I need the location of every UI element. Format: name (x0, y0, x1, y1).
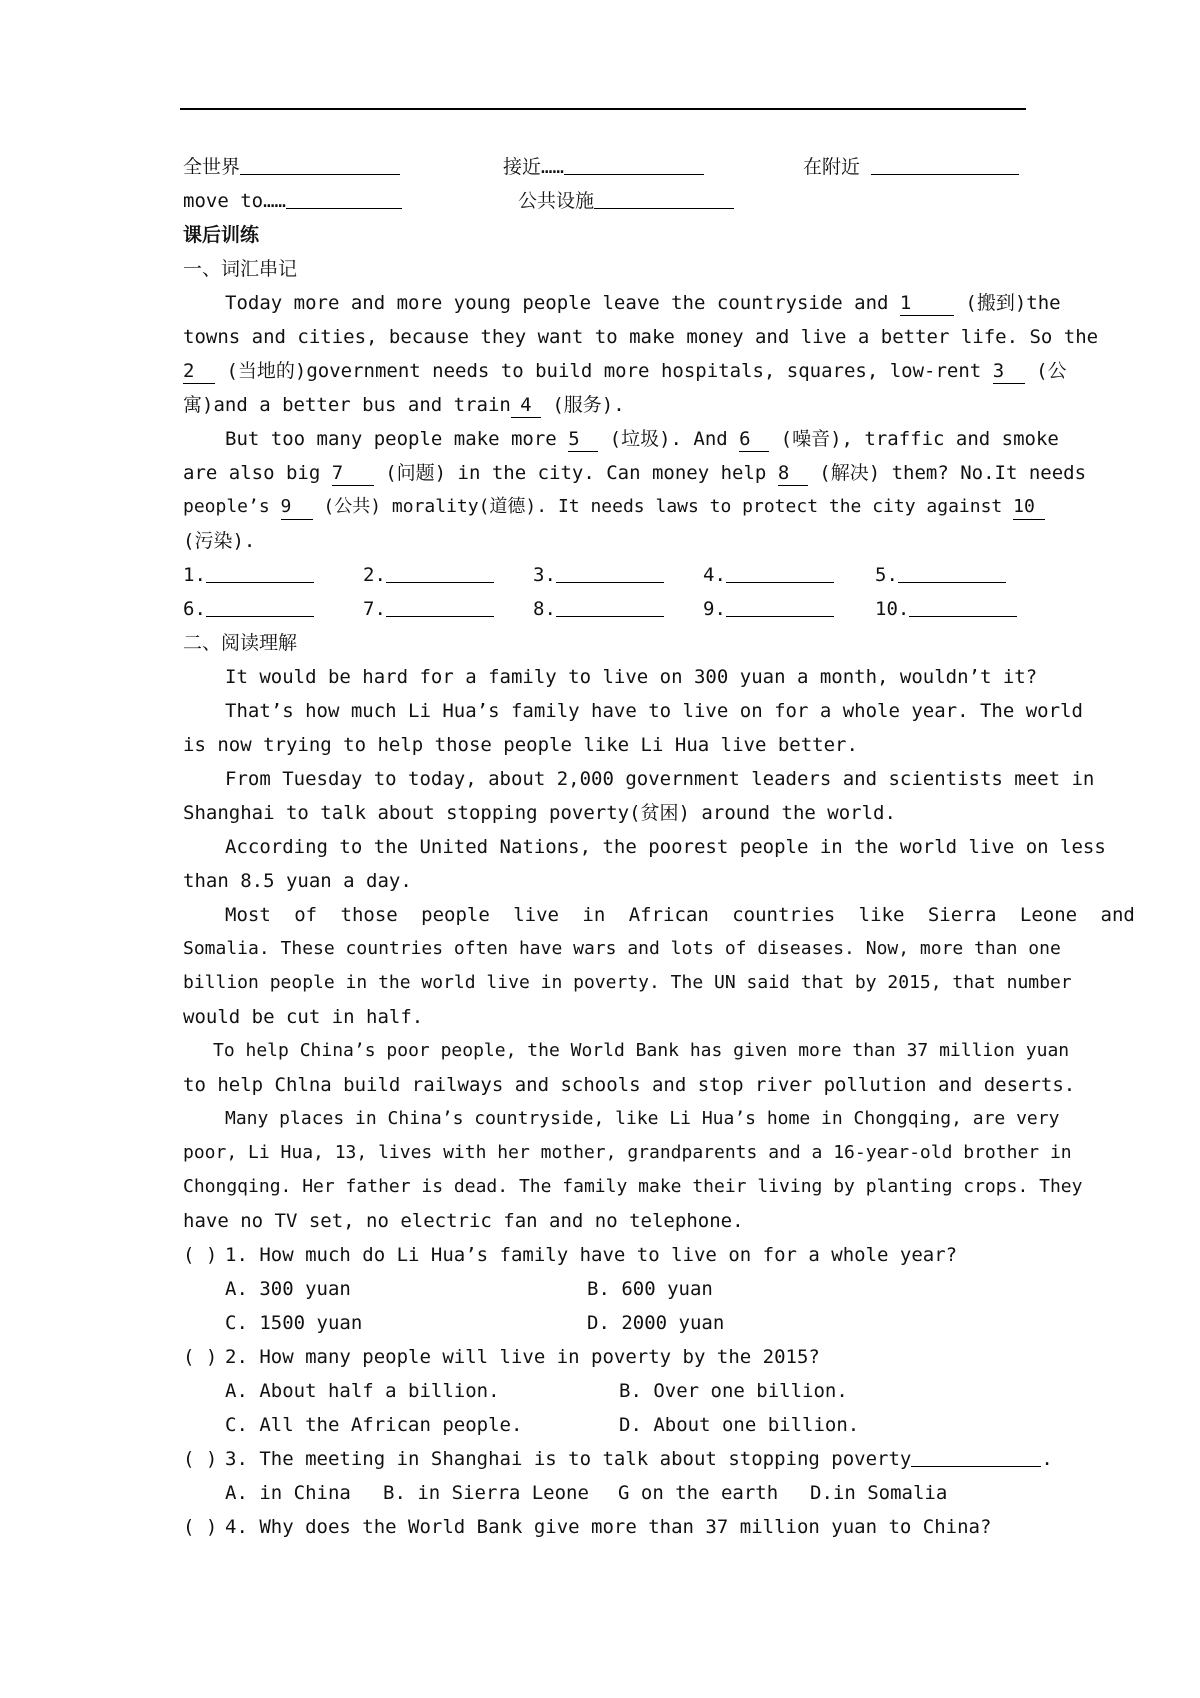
reading-line: To help China’s poor people, the World Bank has given more than 37 million yuan (213, 1040, 1070, 1061)
reading-line: Shanghai to talk about stopping poverty(贫困) around the world. (183, 802, 896, 824)
option-a[interactable]: A. About half a billion. (225, 1380, 500, 1402)
cloze-line: Today more and more young people leave the countryside and 1 (搬到)the (225, 292, 1061, 314)
reading-line: is now trying to help those people like Li Hua live better. (183, 734, 858, 756)
answer-bracket[interactable]: ( ) (183, 1448, 218, 1470)
section-title: 一、词汇串记 (183, 258, 298, 280)
reading-line: would be cut in half. (183, 1006, 424, 1028)
options-row (183, 1272, 1025, 1306)
answer-blank[interactable] (871, 150, 1019, 175)
phrase-item: move to…… (183, 184, 402, 218)
reading-line: Most of those people live in African countries like Sierra Leone and (225, 904, 1135, 926)
cloze-line: 寓)and a better bus and train 4 (服务). (183, 394, 625, 416)
option-c[interactable]: G on the earth (618, 1482, 779, 1504)
answer-blank[interactable] (556, 558, 664, 583)
answer-item: 2. (363, 558, 494, 592)
options-row (183, 1476, 1025, 1510)
answer-blank[interactable] (286, 184, 402, 209)
header-rule (180, 108, 1026, 110)
question-3: ( ) 3. The meeting in Shanghai is to talk about stopping poverty . (183, 1442, 1025, 1476)
options-row (183, 1408, 1025, 1442)
question-1: ( ) 1. How much do Li Hua’s family have to live on for a whole year? (183, 1238, 1025, 1272)
option-b[interactable]: B. Over one billion. (619, 1380, 848, 1402)
section-heading: 课后训练 (183, 224, 260, 246)
cloze-blank[interactable]: 8 (778, 461, 808, 486)
answer-row (183, 558, 1025, 592)
reading-line: It would be hard for a family to live on 300 yuan a month, wouldn’t it? (225, 666, 1038, 688)
answer-blank[interactable] (898, 558, 1006, 583)
options-row (183, 1306, 1025, 1340)
reading-line: Somalia. These countries often have wars and lots of diseases. Now, more than one (183, 938, 1061, 959)
cloze-line: are also big 7 (问题) in the city. Can money help 8 (解决) them? No.It needs (183, 462, 1087, 484)
reading-line: than 8.5 yuan a day. (183, 870, 412, 892)
option-d[interactable]: D. About one billion. (619, 1414, 860, 1436)
answer-blank[interactable] (909, 592, 1017, 617)
phrase-item: 在附近 (803, 150, 1019, 184)
cloze-blank[interactable]: 2 (183, 359, 215, 384)
cloze-blank[interactable]: 7 (332, 461, 374, 486)
cloze-blank[interactable]: 3 (993, 359, 1025, 384)
answer-row (183, 592, 1025, 626)
answer-blank[interactable] (726, 592, 834, 617)
answer-item: 6. (183, 592, 314, 626)
answer-item: 3. (533, 558, 664, 592)
reading-line: poor, Li Hua, 13, lives with her mother, grandparents and a 16-year-old brother in (183, 1142, 1072, 1163)
option-b[interactable]: B. in Sierra Leone (383, 1482, 589, 1504)
cloze-blank[interactable]: 1 (900, 291, 954, 316)
reading-line: have no TV set, no electric fan and no telephone. (183, 1210, 744, 1232)
answer-blank[interactable] (726, 558, 834, 583)
answer-blank[interactable] (386, 558, 494, 583)
phrase-row-2 (183, 184, 1025, 218)
phrase-item: 接近…… (503, 150, 704, 184)
phrase-item: 全世界 (183, 150, 400, 184)
cloze-line: people’s 9 (公共) morality(道德). It needs laws to protect the city against 10 (183, 490, 1025, 524)
answer-bracket[interactable]: ( ) (183, 1346, 218, 1368)
option-a[interactable]: A. 300 yuan (225, 1278, 351, 1300)
cloze-blank[interactable]: 6 (739, 427, 769, 452)
answer-blank[interactable] (240, 150, 400, 175)
reading-line: Chongqing. Her father is dead. The family make their living by planting crops. They (183, 1176, 1083, 1197)
cloze-line: 2 (当地的)government needs to build more hospitals, squares, low-rent 3 (公 (183, 360, 1067, 382)
answer-blank[interactable] (911, 1442, 1041, 1467)
cloze-blank[interactable]: 9 (281, 495, 313, 520)
answer-item: 8. (533, 592, 664, 626)
option-b[interactable]: B. 600 yuan (587, 1278, 713, 1300)
answer-item: 5. (875, 558, 1006, 592)
reading-line: Many places in China’s countryside, like Li Hua’s home in Chongqing, are very (225, 1108, 1060, 1129)
option-d[interactable]: D.in Somalia (810, 1482, 948, 1504)
answer-blank[interactable] (386, 592, 494, 617)
cloze-line: towns and cities, because they want to make money and live a better life. So the (183, 326, 1099, 348)
answer-item: 4. (703, 558, 834, 592)
question-4: ( ) 4. Why does the World Bank give more than 37 million yuan to China? (183, 1510, 1025, 1544)
cloze-line: (污染). (183, 530, 256, 552)
answer-item: 7. (363, 592, 494, 626)
cloze-blank[interactable]: 5 (568, 427, 598, 452)
cloze-blank[interactable]: 4 (511, 393, 541, 418)
answer-blank[interactable] (206, 592, 314, 617)
answer-item: 10. (875, 592, 1017, 626)
cloze-line: But too many people make more 5 (垃圾). And 6 (噪音), traffic and smoke (225, 428, 1059, 450)
answer-bracket[interactable]: ( ) (183, 1244, 218, 1266)
phrase-row-1 (183, 150, 1025, 184)
option-c[interactable]: C. 1500 yuan (225, 1312, 363, 1334)
question-2: ( ) 2. How many people will live in poverty by the 2015? (183, 1340, 1025, 1374)
answer-item: 1. (183, 558, 314, 592)
options-row (183, 1374, 1025, 1408)
option-a[interactable]: A. in China (225, 1482, 351, 1504)
answer-blank[interactable] (594, 184, 734, 209)
answer-blank[interactable] (206, 558, 314, 583)
reading-line: to help Chlna build railways and schools and stop river pollution and deserts. (183, 1074, 1076, 1096)
reading-line: According to the United Nations, the poorest people in the world live on less (225, 836, 1106, 858)
reading-line: From Tuesday to today, about 2,000 government leaders and scientists meet in (225, 768, 1095, 790)
option-d[interactable]: D. 2000 yuan (587, 1312, 725, 1334)
reading-line: billion people in the world live in poverty. The UN said that by 2015, that number (183, 972, 1072, 993)
answer-item: 9. (703, 592, 834, 626)
answer-blank[interactable] (564, 150, 704, 175)
phrase-item: 公共设施 (518, 184, 734, 218)
answer-bracket[interactable]: ( ) (183, 1516, 218, 1538)
answer-blank[interactable] (556, 592, 664, 617)
reading-line: That’s how much Li Hua’s family have to live on for a whole year. The world (225, 700, 1083, 722)
cloze-blank[interactable]: 10 (1013, 495, 1045, 520)
section-title: 二、阅读理解 (183, 632, 298, 654)
option-c[interactable]: C. All the African people. (225, 1414, 523, 1436)
